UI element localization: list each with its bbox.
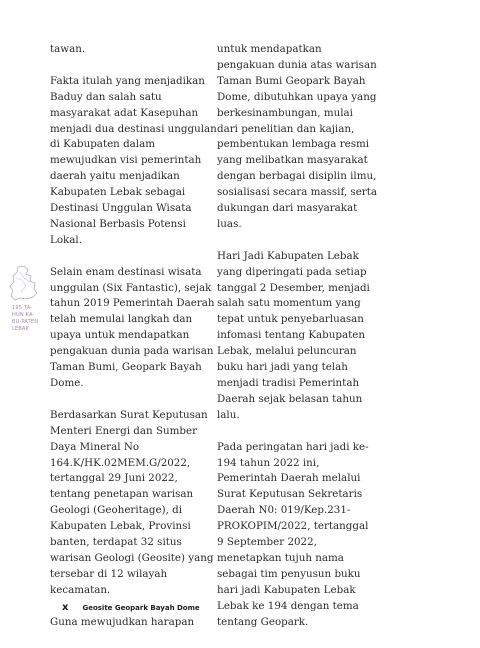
page-number: x <box>62 602 69 613</box>
map-logo-icon <box>6 264 42 304</box>
paragraph: tawan. <box>50 43 86 55</box>
paragraph: Berdasarkan Surat Keputusan Menteri Energi dan Sumber Daya Mineral No 164.K/HK.02MEM.G/2022, tertanggal 29 Juni 2022, tentang penetapan warisan Geologi (Geoheritage), di Kabupaten Lebak, Provinsi banten, terdapat 32 situs warisan Geologi (Geosite) yang tersebar di 12 wilayah kecamatan. <box>50 408 214 596</box>
paragraph: Selain enam destinasi wisata unggulan (Six Fantastic), sejak tahun 2019 Pemerintah Daerah telah memulai langkah dan upaya untuk mendapatkan pengakuan dunia pada warisan Taman Bumi, Geopark Bayah Dome. <box>50 265 215 389</box>
paragraph: Pada peringatan hari jadi ke-194 tahun 2022 ini, Pemerintah Daerah melalui Surat Keputusan Sekretaris Daerah N0: 019/Kep.231-PROKOPIM/2022, tertanggal 9 September 2022, menetapkan tujuh nama sebagai tim penyusun buku hari jadi Kabupaten Lebak Lebak ke 194 dengan tema tentang Geopark. <box>217 440 369 628</box>
paragraph: Hari Jadi Kabupaten Lebak yang diperingati pada setiap tanggal 2 Desember, menjadi salah satu momentum yang tepat untuk penyebarluasan infomasi tentang Kabupaten Lebak, melalui peluncuran buku hari jadi yang telah menjadi tradisi Pemerintah Daerah sejak belasan tahun lalu. <box>217 249 370 421</box>
page-footer <box>62 602 200 613</box>
footer-title: Geosite Geopark Bayah Dome <box>82 603 200 612</box>
paragraph: Fakta itulah yang menjadikan Baduy dan salah satu masyarakat adat Kasepuhan menjadi dua destinasi unggulan di Kabupaten dalam mewujudkan visi pemerintah daerah yaitu menjadikan Kabupaten Lebak sebagai Destinasi Unggulan Wisata Nasional Berbasis Potensi Lokal. <box>50 74 217 246</box>
side-label: 195 TA-HUN KA-BU-PATEN LEBAK <box>12 305 39 332</box>
paragraph: untuk mendapatkan pengakuan dunia atas warisan Taman Bumi Geopark Bayah Dome, dibutuhkan upaya yang berkesinambungan, mulai dari penelitian dan kajian, pembentukan lembaga resmi yang melibatkan masyarakat dengan berbagai disiplin ilmu, sosialisasi secara massif, serta dukungan dari masyarakat luas. <box>217 43 378 230</box>
left-text-column <box>50 42 218 646</box>
right-text-column <box>217 42 377 646</box>
paragraph: Guna mewujudkan harapan <box>50 615 195 628</box>
